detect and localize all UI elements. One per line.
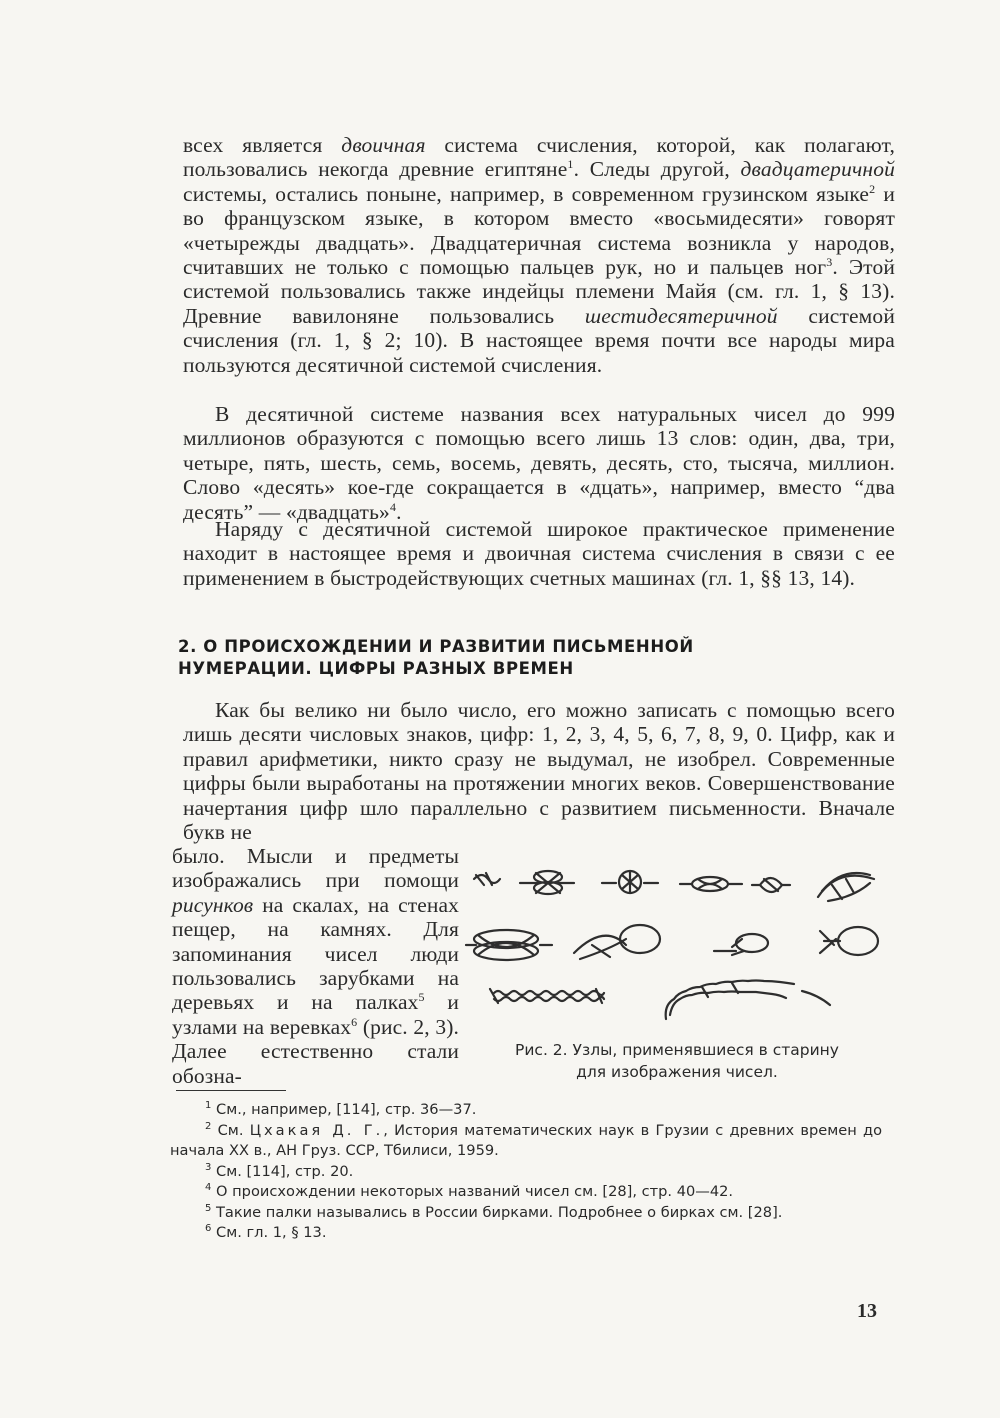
text-run: . Этой системой пользовались также индейцы племени Майя (см. гл. 1, § 13). Древние вавилоняне пользовались [183, 255, 895, 328]
knot-7-icon [466, 930, 552, 960]
paragraph-binary-usage [183, 517, 895, 590]
knot-3-icon [602, 871, 658, 893]
figure-caption [462, 1039, 892, 1083]
paragraph-wrapped-around-figure [172, 844, 459, 1088]
paragraph-digits-origin [183, 698, 895, 844]
text-run: и узлами на веревках [172, 990, 459, 1039]
knot-9-icon [714, 934, 768, 955]
footnote-text: О происхождении некоторых названий чисел см. [28], стр. 40—42. [211, 1183, 734, 1200]
knot-8-icon [574, 925, 660, 959]
section-heading [178, 636, 890, 680]
knot-11-icon [490, 989, 604, 1003]
text-run: всех является [183, 133, 342, 157]
footnote-1 [170, 1100, 882, 1121]
footnote-text: Такие палки назывались в России бирками. Подробнее о бирках см. [28]. [211, 1203, 783, 1221]
footnote-number: 5 [205, 1202, 212, 1214]
caption-line-2: для изображения чисел. [576, 1063, 778, 1081]
footnote-ref-1: 1 [567, 157, 574, 172]
footnote-text: См., например, [114], стр. 36—37. [211, 1101, 477, 1118]
text-run: система счисления, которой, как полагают, пользовались некогда древние египтяне [183, 133, 896, 182]
footnote-number: 4 [205, 1182, 212, 1194]
footnote-number: 3 [205, 1161, 212, 1173]
footnote-ref-5: 5 [418, 990, 425, 1005]
text-run: и во французском языке, в котором вместо «восьмидесяти» говорят «четырежды двадцать». Двадцатеричная система возникла у народов, считавших не только с помощью пальцев рук, но и пальцев ног [183, 181, 895, 280]
italic-term-sexagesimal: шестидесятеричной [584, 303, 778, 328]
footnote-ref-3: 3 [826, 254, 833, 269]
footnote-ref-2: 2 [869, 181, 876, 196]
text-run: (рис. 2, 3). Далее естественно стали обозна- [172, 1014, 459, 1088]
section-heading-line-1: 2. О ПРОИСХОЖДЕНИИ И РАЗВИТИИ ПИСЬМЕННОЙ [178, 637, 694, 656]
knot-12-icon [666, 981, 830, 1020]
footnote-text: См. [211, 1121, 250, 1139]
footnote-3 [170, 1162, 882, 1183]
italic-term-binary: двоичная [341, 133, 426, 157]
footnote-author: Цхакая Д. Г. [249, 1121, 384, 1139]
footnote-number: 6 [205, 1223, 212, 1235]
footnote-ref-4: 4 [389, 499, 397, 514]
footnote-text: См. [114], стр. 20. [211, 1162, 354, 1180]
paragraph-numeral-systems [183, 133, 895, 377]
text-run: на скалах, на стенах пещер, на камнях. Для запоминания чисел люди пользовались зарубками на деревьях и на палках [172, 892, 459, 1015]
knot-6-icon [818, 873, 874, 901]
text-run: . [396, 499, 402, 524]
footnotes [170, 1100, 882, 1244]
text-run: Как бы велико ни было число, его можно записать с помощью всего лишь десяти числовых знаков, цифр: 1, 2, 3, 4, 5, 6, 7, 8, 9, 0. Цифр, как и правил арифметики, никто сразу не выдумал, не изобрел. Современные цифры были выработаны на протяжении многих веков. Совершенствование начертания цифр шло параллельно с развитием письменности. Вначале букв не [183, 698, 895, 845]
page-number: 13 [857, 1300, 877, 1322]
caption-line-1: Рис. 2. Узлы, применявшиеся в старину [515, 1041, 839, 1059]
text-run: системы, остались поныне, например, в современном грузинском языке [183, 181, 870, 206]
footnote-divider [176, 1090, 286, 1091]
footnote-text: , История математических наук в Грузии с древних времен до начала XX в., АН Груз. ССР, Тбилиси, 1959. [170, 1121, 883, 1159]
text-run: системой счисления (гл. 1, § 2; 10). В настоящее время почти все народы мира пользуются десятичной системой счисления. [183, 303, 895, 377]
text-run: В десятичной системе названия всех натуральных чисел до 999 миллионов образуются с помощью всего лишь 13 слов: один, два, три, четыре, пять, шесть, семь, восемь, девять, десять, сто, тысяча, миллион. Слово «десять» кое-где сокращается в «дцать», например, вместо “два десять” — «двадцать» [183, 402, 895, 524]
footnote-text: См. гл. 1, § 13. [211, 1224, 327, 1241]
knots-illustration [462, 855, 892, 1035]
footnote-2 [170, 1121, 882, 1162]
knot-1-icon [474, 873, 500, 885]
italic-term-drawings: рисунков [172, 892, 254, 917]
knot-2-icon [520, 871, 574, 894]
footnote-4 [170, 1182, 882, 1203]
figure-knots [462, 855, 892, 1091]
knot-4-icon [680, 877, 742, 891]
section-heading-line-2: НУМЕРАЦИИ. ЦИФРЫ РАЗНЫХ ВРЕМЕН [178, 659, 574, 678]
knot-10-icon [820, 927, 878, 955]
footnote-number: 1 [205, 1100, 212, 1112]
italic-term-vigesimal: двадцатеричной [740, 157, 895, 182]
footnote-5 [170, 1203, 882, 1224]
text-run: . Следы другой, [573, 157, 741, 182]
text-run: Наряду с десятичной системой широкое практическое применение находит в настоящее время и двоичная система счисления в связи с ее применением в быстродействующих счетных машинах (гл. 1, §§ 13, 14). [183, 517, 895, 590]
footnote-6 [170, 1223, 882, 1244]
paragraph-decimal-words [183, 402, 895, 524]
knot-5-icon [752, 878, 790, 892]
footnote-ref-6: 6 [351, 1014, 358, 1029]
footnote-number: 2 [205, 1120, 212, 1132]
text-run: было. Мысли и предметы изображались при помощи [172, 844, 459, 893]
